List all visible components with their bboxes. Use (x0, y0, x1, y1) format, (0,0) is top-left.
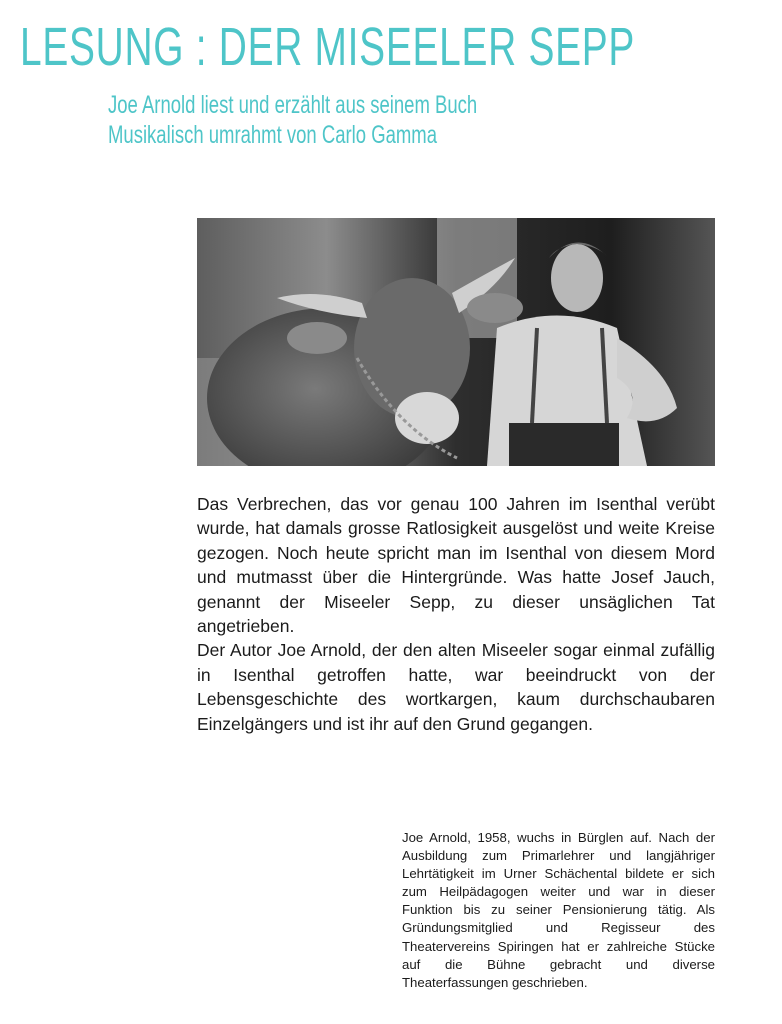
photo-illustration (197, 218, 715, 466)
black-white-photo-man-with-cow (197, 218, 715, 466)
article-paragraph-2: Der Autor Joe Arnold, der den alten Miseeler sogar einmal zufällig in Isenthal getroffen hatte, war beeindruckt von der Lebensgeschichte des wortkargen, kaum durchschaubaren Einzelgängers und ist ihr auf den Grund gegangen. (197, 640, 715, 734)
subtitle-line-2: Musikalisch umrahmt von Carlo Gamma (108, 121, 437, 149)
subtitle (108, 90, 477, 150)
article-paragraph-1: Das Verbrechen, das vor genau 100 Jahren im Isenthal verübt wurde, hat damals grosse Ratlosigkeit ausgelöst und weite Kreise gezogen. Noch heute spricht man im Isenthal von diesem Mord und mutmasst über die Hintergründe. Was hatte Josef Jauch, genannt der Miseeler Sepp, zu dieser unsäglichen Tat angetrieben. (197, 494, 715, 637)
page-title: LESUNG : DER MISEELER SEPP (20, 17, 636, 77)
article-body (197, 492, 715, 736)
subtitle-line-1: Joe Arnold liest und erzählt aus seinem Buch (108, 91, 478, 119)
author-bio: Joe Arnold, 1958, wuchs in Bürglen auf. Nach der Ausbildung zum Primarlehrer und langjähriger Lehrtätigkeit im Urner Schächental bildete er sich zum Heilpädagogen weiter und war in dieser Funktion bis zu seiner Pensionierung tätig. Als Gründungsmitglied und Regisseur des Theatervereins Spiringen hat er zahlreiche Stücke auf die Bühne gebracht und diverse Theaterfassungen geschrieben. (402, 830, 715, 990)
